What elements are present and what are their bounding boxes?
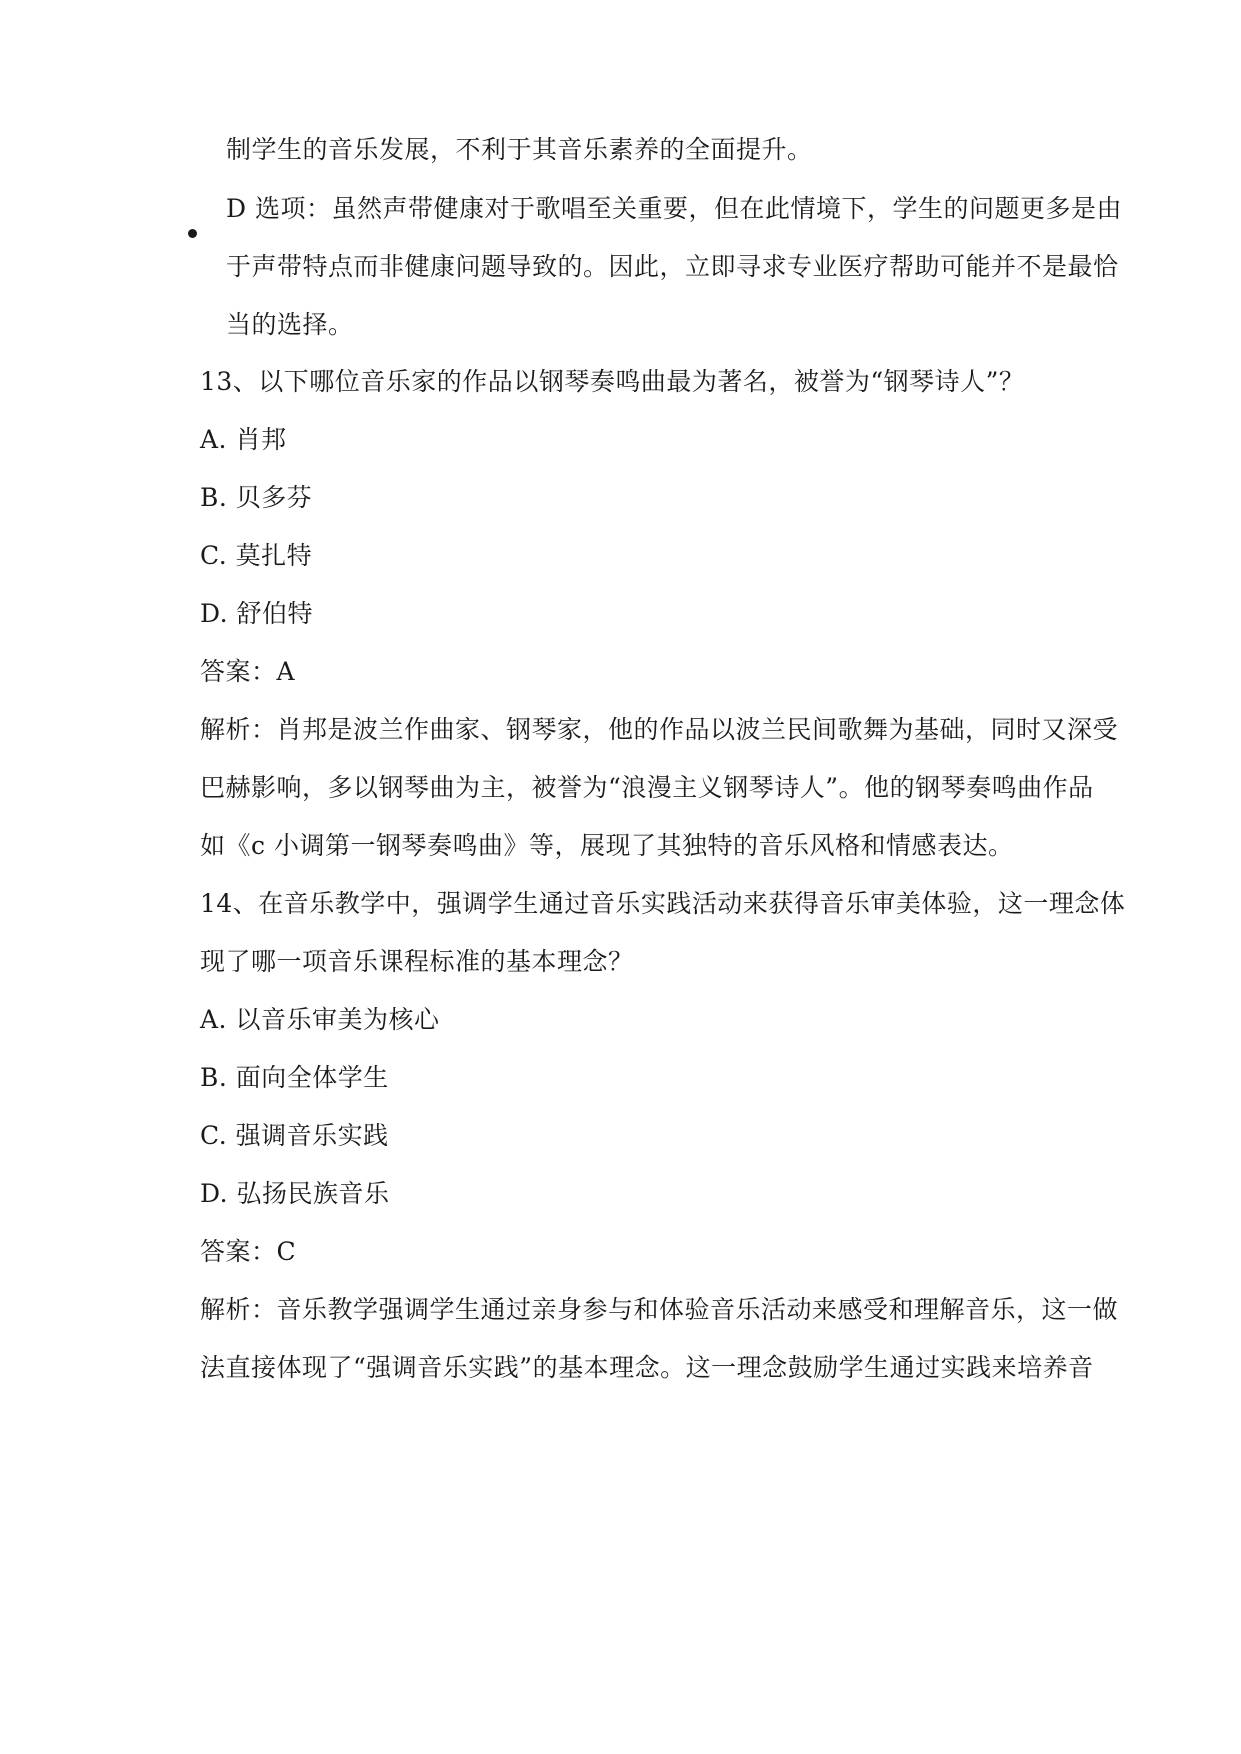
question-14-option-a: A. 以音乐审美为核心 — [200, 1005, 440, 1034]
question-14-text-line-2: 现了哪一项音乐课程标准的基本理念？ — [200, 947, 634, 976]
question-14-analysis-line-2: 法直接体现了“强调音乐实践”的基本理念。这一理念鼓励学生通过实践来培养音 — [200, 1353, 1094, 1382]
prev-option-c-continuation: 制学生的音乐发展，不利于其音乐素养的全面提升。 — [226, 135, 813, 164]
bullet-icon — [188, 229, 197, 238]
question-13-option-c: C. 莫扎特 — [200, 541, 313, 570]
question-14-option-c: C. 强调音乐实践 — [200, 1121, 389, 1150]
question-13-text: 13、以下哪位音乐家的作品以钢琴奏鸣曲最为著名，被誉为“钢琴诗人”？ — [200, 367, 1025, 396]
question-13-analysis: 解析：肖邦是波兰作曲家、钢琴家，他的作品以波兰民间歌舞为基础，同时又深受 — [200, 715, 1119, 744]
question-13-option-d: D. 舒伯特 — [200, 599, 314, 628]
question-14-analysis: 解析：音乐教学强调学生通过亲身参与和体验音乐活动来感受和理解音乐，这一做 — [200, 1295, 1119, 1324]
prev-option-d-explanation-line-2: 于声带特点而非健康问题导致的。因此，立即寻求专业医疗帮助可能并不是最恰 — [226, 252, 1119, 281]
question-14-option-b: B. 面向全体学生 — [200, 1063, 389, 1092]
question-14-option-d: D. 弘扬民族音乐 — [200, 1179, 390, 1208]
question-13-option-a: A. 肖邦 — [200, 425, 287, 454]
prev-option-d-explanation: D 选项：虽然声带健康对于歌唱至关重要，但在此情境下，学生的问题更多是由 — [226, 194, 1122, 223]
question-13-analysis-line-2: 巴赫影响，多以钢琴曲为主，被誉为“浪漫主义钢琴诗人”。他的钢琴奏鸣曲作品 — [200, 773, 1094, 802]
question-13-option-b: B. 贝多芬 — [200, 483, 313, 512]
question-14-text: 14、在音乐教学中，强调学生通过音乐实践活动来获得音乐审美体验，这一理念体 — [200, 889, 1126, 918]
question-13-answer: 答案：A — [200, 657, 296, 686]
question-13-analysis-line-3: 如《c 小调第一钢琴奏鸣曲》等，展现了其独特的音乐风格和情感表达。 — [200, 831, 1014, 860]
prev-option-d-explanation-line-3: 当的选择。 — [226, 310, 354, 339]
question-14-answer: 答案：C — [200, 1237, 297, 1266]
